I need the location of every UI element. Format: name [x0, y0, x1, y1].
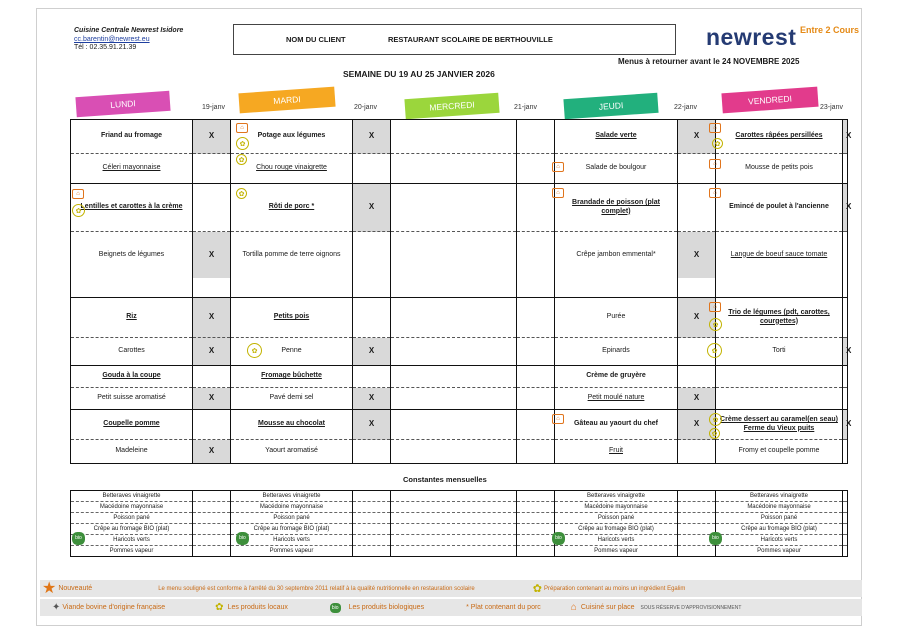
x-mark: [353, 278, 391, 298]
const-cell: [391, 513, 517, 524]
menu-cell: [391, 338, 517, 366]
x-mark: [193, 366, 231, 388]
x-mark: [678, 440, 716, 464]
return-deadline: Menus à retourner avant le 24 NOVEMBRE 2025: [618, 57, 800, 66]
menu-cell: Pavé demi sel: [231, 388, 353, 410]
x-mark: X: [678, 298, 716, 338]
menu-cell: Purée: [555, 298, 678, 338]
home-icon: ⌂: [709, 188, 721, 198]
day-date-mercredi: 21-janv: [514, 104, 537, 111]
x-mark: [843, 232, 848, 278]
day-tag-lundi: LUNDI: [75, 91, 170, 118]
const-cell: [391, 491, 517, 502]
x-mark: [517, 298, 555, 338]
bio-icon: bio: [331, 604, 339, 611]
x-mark: X: [193, 338, 231, 366]
const-cell: Crêpe au fromage BIO (plat): [231, 524, 353, 535]
const-x: [353, 491, 391, 502]
const-cell: Betteraves vinaigrette: [716, 491, 843, 502]
leaf-icon: ✿: [215, 602, 224, 613]
const-cell: Betteraves vinaigrette: [71, 491, 193, 502]
const-cell: Haricots verts: [231, 535, 353, 546]
menu-cell: Brandade de poisson (plat complet): [555, 184, 678, 232]
leaf-icon: ✿: [707, 343, 722, 358]
x-mark: X: [678, 120, 716, 154]
menu-cell: [716, 278, 843, 298]
const-cell: Haricots verts: [555, 535, 678, 546]
const-cell: Crêpe au fromage BIO (plat): [555, 524, 678, 535]
menu-cell: [391, 440, 517, 464]
const-x: [843, 491, 848, 502]
menu-cell: Beignets de légumes: [71, 232, 193, 278]
row-fromage: [71, 366, 848, 388]
const-x: [353, 502, 391, 513]
menu-cell: Riz: [71, 298, 193, 338]
menu-cell: Salade verte: [555, 120, 678, 154]
const-x: [193, 524, 231, 535]
const-cell: Crêpe au fromage BIO (plat): [71, 524, 193, 535]
x-mark: [517, 184, 555, 232]
x-mark: X: [353, 410, 391, 440]
bio-icon: bio: [236, 532, 249, 545]
const-cell: Pommes vapeur: [555, 546, 678, 557]
x-mark: [193, 410, 231, 440]
x-mark: [517, 440, 555, 464]
x-mark: [517, 120, 555, 154]
const-cell: Poisson pané: [716, 513, 843, 524]
x-mark: [843, 366, 848, 388]
home-icon: ⌂: [709, 159, 721, 169]
const-x: [843, 513, 848, 524]
menu-cell: [391, 184, 517, 232]
const-x: [678, 491, 716, 502]
x-mark: [193, 278, 231, 298]
menu-cell: Salade de boulgour: [555, 154, 678, 184]
x-mark: [843, 440, 848, 464]
leaf-icon: ✿: [709, 428, 720, 439]
const-x: [193, 502, 231, 513]
const-cell: Poisson pané: [555, 513, 678, 524]
leaf-icon: ✿: [709, 318, 722, 331]
x-mark: X: [843, 120, 848, 154]
menu-cell: Gouda à la coupe: [71, 366, 193, 388]
day-tag-jeudi: JEUDI: [563, 93, 658, 120]
legend-conforme: Le menu souligné est conforme à l'arrêté du 30 septembre 2011 relatif à la qualité nutritionnelle en restauration scolaire: [158, 585, 475, 592]
leaf-icon: ✿: [712, 138, 723, 149]
const-x: [193, 546, 231, 557]
x-mark: [517, 388, 555, 410]
x-mark: X: [193, 440, 231, 464]
const-cell: Pommes vapeur: [716, 546, 843, 557]
x-mark: X: [353, 338, 391, 366]
const-x: [353, 535, 391, 546]
menu-cell: Céleri mayonnaise: [71, 154, 193, 184]
x-mark: [843, 278, 848, 298]
const-x: [678, 546, 716, 557]
const-x: [517, 524, 555, 535]
row-plat: [71, 184, 848, 232]
menu-cell: [391, 298, 517, 338]
menu-cell: Emincé de poulet à l'ancienne: [716, 184, 843, 232]
const-x: [517, 502, 555, 513]
x-mark: X: [353, 388, 391, 410]
x-mark: X: [193, 388, 231, 410]
menu-cell: Friand au fromage: [71, 120, 193, 154]
partner-logo-text: Entre 2 Cours: [800, 25, 860, 35]
x-mark: X: [843, 410, 848, 440]
row-entree-alt: [71, 154, 848, 184]
menu-cell: Coupelle pomme: [71, 410, 193, 440]
x-mark: X: [353, 120, 391, 154]
const-cell: Pommes vapeur: [71, 546, 193, 557]
menu-cell: [391, 154, 517, 184]
const-row: [71, 535, 848, 546]
menu-cell: Madeleine: [71, 440, 193, 464]
x-mark: X: [353, 184, 391, 232]
menu-cell: [555, 278, 678, 298]
day-date-vendredi: 23-janv: [820, 104, 843, 111]
const-cell: Pommes vapeur: [231, 546, 353, 557]
day-date-lundi: 19-janv: [202, 104, 225, 111]
const-x: [678, 513, 716, 524]
legend-nouveaute: Nouveauté: [58, 585, 93, 592]
menu-cell: Mousse au chocolat: [231, 410, 353, 440]
const-cell: [391, 546, 517, 557]
menu-cell: Penne: [231, 338, 353, 366]
client-label: NOM DU CLIENT: [286, 35, 346, 44]
const-cell: Haricots verts: [71, 535, 193, 546]
menu-cell: Crêpe jambon emmental*: [555, 232, 678, 278]
home-icon: ⌂: [552, 414, 564, 424]
home-icon: ⌂: [709, 302, 721, 312]
row-garniture-alt: [71, 338, 848, 366]
const-x: [193, 491, 231, 502]
menu-cell: Trio de légumes (pdt, carottes, courgettes): [716, 298, 843, 338]
day-tag-mardi: MARDI: [238, 87, 335, 114]
menu-cell: Tortilla pomme de terre oignons: [231, 232, 353, 278]
x-mark: [353, 366, 391, 388]
newrest-logo: newrest: [706, 24, 797, 50]
const-x: [193, 513, 231, 524]
leaf-icon: ✿: [72, 204, 85, 217]
leaf-icon: ✿: [236, 137, 249, 150]
menu-cell: Gâteau au yaourt du chef: [555, 410, 678, 440]
const-cell: Macédoine mayonnaise: [555, 502, 678, 513]
home-icon: ⌂: [72, 189, 84, 199]
client-name: RESTAURANT SCOLAIRE DE BERTHOUVILLE: [388, 35, 553, 44]
x-mark: [843, 154, 848, 184]
const-cell: Betteraves vinaigrette: [231, 491, 353, 502]
const-x: [843, 524, 848, 535]
row-dessert-alt: [71, 440, 848, 464]
const-row: [71, 524, 848, 535]
const-cell: [391, 535, 517, 546]
day-tag-mercredi: MERCREDI: [404, 93, 499, 120]
x-mark: [517, 154, 555, 184]
const-x: [353, 524, 391, 535]
row-spacer: [71, 278, 848, 298]
weekly-menu-table: [70, 119, 852, 464]
day-tag-vendredi: VENDREDI: [721, 87, 818, 114]
const-row: [71, 546, 848, 557]
const-x: [843, 535, 848, 546]
client-box: [233, 24, 676, 55]
const-x: [353, 513, 391, 524]
home-icon: ⌂: [570, 602, 577, 613]
home-icon: ⌂: [709, 123, 721, 133]
legend-cuisine: Cuisiné sur place: [580, 604, 635, 611]
legend-locaux: Les produits locaux: [227, 604, 288, 611]
x-mark: [353, 232, 391, 278]
const-x: [193, 535, 231, 546]
menu-cell: Langue de boeuf sauce tomate: [716, 232, 843, 278]
x-mark: [517, 366, 555, 388]
menu-cell: Crème dessert au caramel(en seau) Ferme du Vieux puits: [716, 410, 843, 440]
menu-cell: [391, 410, 517, 440]
x-mark: [353, 154, 391, 184]
menu-cell: Lentilles et carottes à la crème: [71, 184, 193, 232]
menu-cell: Petit moulé nature: [555, 388, 678, 410]
const-x: [843, 546, 848, 557]
menu-cell: Mousse de petits pois: [716, 154, 843, 184]
const-x: [517, 535, 555, 546]
x-mark: [517, 338, 555, 366]
day-date-mardi: 20-janv: [354, 104, 377, 111]
menu-cell: Potage aux légumes: [231, 120, 353, 154]
const-x: [843, 502, 848, 513]
const-x: [517, 491, 555, 502]
const-x: [517, 546, 555, 557]
const-cell: Betteraves vinaigrette: [555, 491, 678, 502]
kitchen-contact: [74, 27, 183, 53]
home-icon: ⌂: [236, 123, 248, 133]
row-plat-alt: [71, 232, 848, 278]
constantes-title: Constantes mensuelles: [403, 475, 487, 484]
const-cell: [391, 502, 517, 513]
legend-row-1: [40, 580, 862, 597]
menu-cell: Carottes: [71, 338, 193, 366]
legend-bio: Les produits biologiques: [348, 604, 425, 611]
x-mark: [517, 410, 555, 440]
menu-cell: [71, 278, 193, 298]
kitchen-tel: Tél : 02.35.91.21.39: [74, 44, 137, 51]
legend-reserve: SOUS RÉSERVE D'APPROVISIONNEMENT: [640, 604, 742, 611]
x-mark: [843, 298, 848, 338]
menu-cell: Carottes râpées persillées: [716, 120, 843, 154]
menu-cell: [391, 120, 517, 154]
const-cell: [391, 524, 517, 535]
const-x: [517, 513, 555, 524]
x-mark: [193, 184, 231, 232]
home-icon: ⌂: [552, 188, 564, 198]
menu-cell: [716, 366, 843, 388]
x-mark: X: [678, 388, 716, 410]
menu-cell: Torti: [716, 338, 843, 366]
menu-cell: Epinards: [555, 338, 678, 366]
bio-icon: bio: [72, 532, 85, 545]
const-x: [678, 502, 716, 513]
const-cell: Crêpe au fromage BIO (plat): [716, 524, 843, 535]
x-mark: X: [843, 184, 848, 232]
const-cell: Poisson pané: [71, 513, 193, 524]
menu-cell: [231, 278, 353, 298]
x-mark: X: [193, 120, 231, 154]
leaf-icon: ✿: [247, 343, 262, 358]
x-mark: [353, 298, 391, 338]
x-mark: X: [678, 232, 716, 278]
x-mark: [517, 232, 555, 278]
menu-cell: Crème de gruyère: [555, 366, 678, 388]
row-garniture: [71, 298, 848, 338]
partner-logo: [800, 26, 859, 35]
x-mark: [517, 278, 555, 298]
menu-cell: Chou rouge vinaigrette: [231, 154, 353, 184]
x-mark: [843, 388, 848, 410]
x-mark: X: [193, 298, 231, 338]
menu-cell: [391, 366, 517, 388]
leaf-icon: ✿: [236, 188, 247, 199]
menu-cell: Rôti de porc *: [231, 184, 353, 232]
x-mark: [678, 366, 716, 388]
menu-cell: Fruit: [555, 440, 678, 464]
leaf-icon: ✿: [709, 413, 722, 426]
week-title: SEMAINE DU 19 AU 25 JANVIER 2026: [343, 69, 495, 79]
menu-cell: Petits pois: [231, 298, 353, 338]
x-mark: [353, 440, 391, 464]
menu-cell: [391, 278, 517, 298]
const-row: [71, 513, 848, 524]
const-cell: Macédoine mayonnaise: [71, 502, 193, 513]
x-mark: [678, 278, 716, 298]
const-cell: Macédoine mayonnaise: [231, 502, 353, 513]
const-row: [71, 491, 848, 502]
constantes-table: [70, 490, 848, 557]
star-icon: ★: [42, 579, 57, 597]
const-cell: Poisson pané: [231, 513, 353, 524]
x-mark: X: [843, 338, 848, 366]
menu-cell: [716, 388, 843, 410]
day-date-jeudi: 22-janv: [674, 104, 697, 111]
kitchen-name: Cuisine Centrale Newrest Isidore: [74, 27, 184, 34]
const-cell: Haricots verts: [716, 535, 843, 546]
leaf-icon: ✿: [236, 154, 247, 165]
row-dessert: [71, 410, 848, 440]
french-beef-icon: ✦: [52, 602, 61, 613]
x-mark: X: [193, 232, 231, 278]
row-entree: [71, 120, 848, 154]
menu-cell: [391, 388, 517, 410]
menu-cell: Yaourt aromatisé: [231, 440, 353, 464]
x-mark: [193, 154, 231, 184]
menu-cell: Petit suisse aromatisé: [71, 388, 193, 410]
kitchen-email[interactable]: cc.barentin@newrest.eu: [74, 35, 150, 43]
menu-cell: Fromy et coupelle pomme: [716, 440, 843, 464]
row-fromage-alt: [71, 388, 848, 410]
legend-porc: * Plat contenant du porc: [466, 604, 541, 611]
x-mark: X: [678, 410, 716, 440]
legend-row-2: [40, 599, 862, 616]
home-icon: ⌂: [552, 162, 564, 172]
const-x: [353, 546, 391, 557]
const-row: [71, 502, 848, 513]
leaf-icon: ✿: [532, 583, 542, 595]
bio-icon: bio: [552, 532, 565, 545]
legend-viande: Viande bovine d'origine française: [62, 604, 166, 611]
bio-icon: bio: [709, 532, 722, 545]
menu-cell: Fromage bûchette: [231, 366, 353, 388]
menu-cell: [391, 232, 517, 278]
legend-egalim: Préparation contenant au moins un ingrédient Egalim: [543, 585, 686, 592]
const-cell: Macédoine mayonnaise: [716, 502, 843, 513]
